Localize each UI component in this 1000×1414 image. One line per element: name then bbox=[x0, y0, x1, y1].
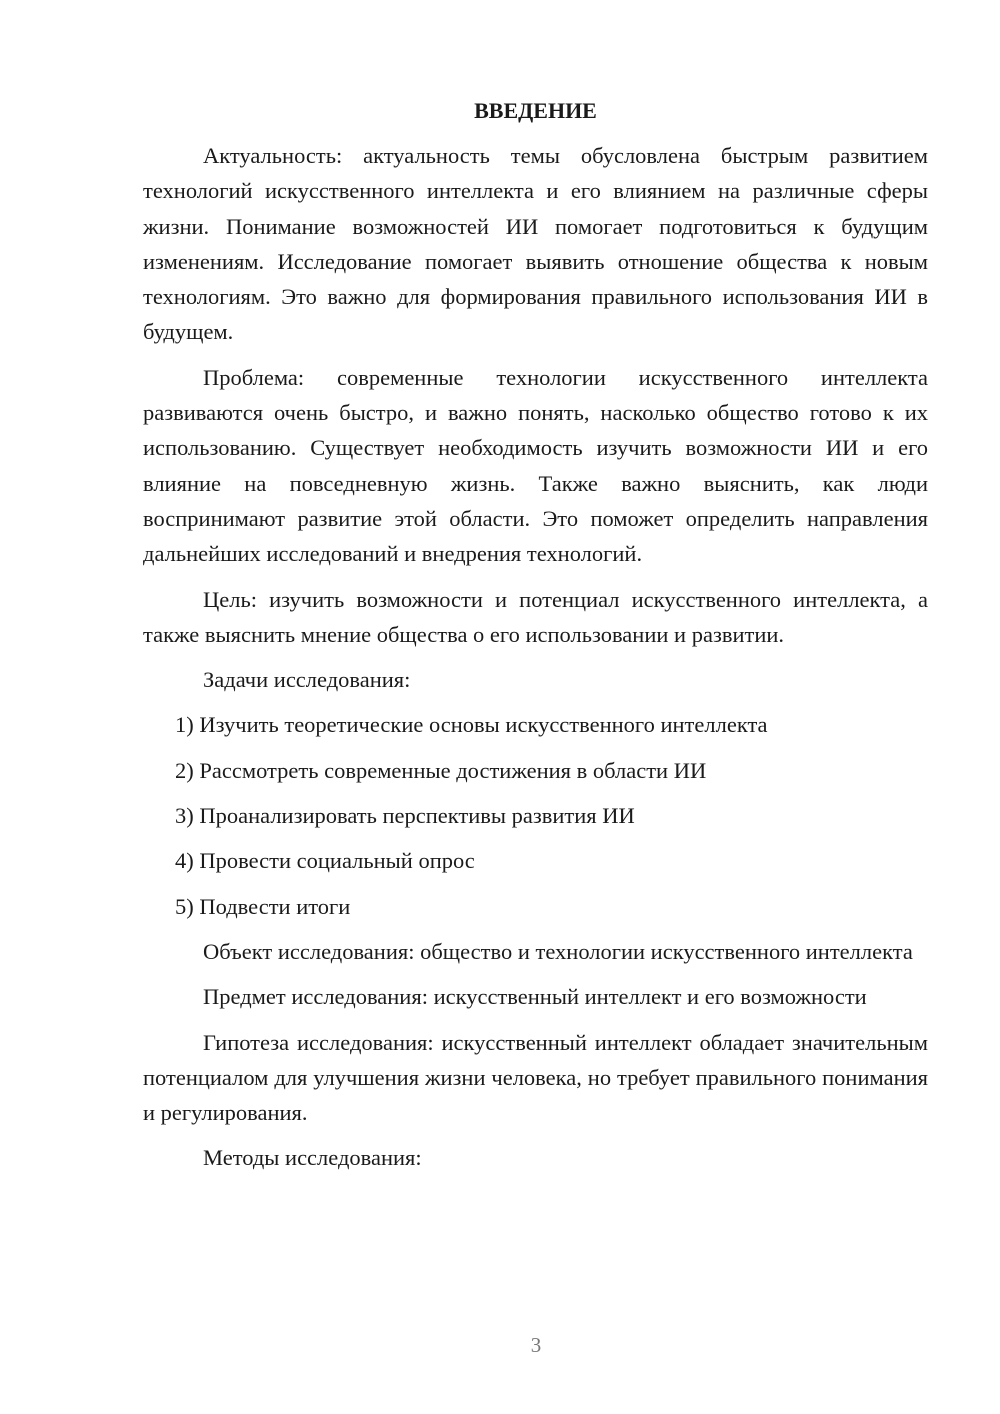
task-item: 2) Рассмотреть современные достижения в области ИИ bbox=[175, 757, 707, 783]
task-item: 4) Провести социальный опрос bbox=[175, 848, 475, 874]
goal-paragraph: Цель: изучить возможности и потенциал искусственного интеллекта, а также выяснить мнение общества о его использовании и развитии. bbox=[143, 586, 928, 647]
hypothesis-paragraph: Гипотеза исследования: искусственный интеллект обладает значительным потенциалом для улучшения жизни человека, но требует правильного понимания и регулирования. bbox=[143, 1029, 928, 1126]
task-item: 1) Изучить теоретические основы искусственного интеллекта bbox=[175, 712, 768, 738]
task-item: 5) Подвести итоги bbox=[175, 893, 351, 919]
page-content bbox=[143, 93, 928, 1186]
section-title: ВВЕДЕНИЕ bbox=[474, 98, 597, 123]
relevance-paragraph: Актуальность: актуальность темы обусловлена быстрым развитием технологий искусственного интеллекта и его влиянием на различные сферы жизни. Понимание возможностей ИИ помогает подготовиться к будущим изменениям. Исследование помогает выявить отношение общества к новым технологиям. Это важно для формирования правильного использования ИИ в будущем. bbox=[143, 143, 928, 345]
methods-heading: Методы исследования: bbox=[203, 1145, 422, 1171]
tasks-heading: Задачи исследования: bbox=[203, 667, 411, 693]
task-item: 3) Проанализировать перспективы развития ИИ bbox=[175, 803, 635, 829]
page-number: 3 bbox=[530, 1333, 542, 1357]
problem-paragraph: Проблема: современные технологии искусственного интеллекта развиваются очень быстро, и важно понять, насколько общество готово к их использованию. Существует необходимость изучить возможности ИИ и его влияние на повседневную жизнь. Также важно выяснить, как люди воспринимают развитие этой области. Это поможет определить направления дальнейших исследований и внедрения технологий. bbox=[143, 364, 928, 567]
tasks-list bbox=[143, 707, 928, 923]
subject-paragraph: Предмет исследования: искусственный интеллект и его возможности bbox=[203, 984, 867, 1010]
object-paragraph: Объект исследования: общество и технологии искусственного интеллекта bbox=[203, 938, 913, 964]
